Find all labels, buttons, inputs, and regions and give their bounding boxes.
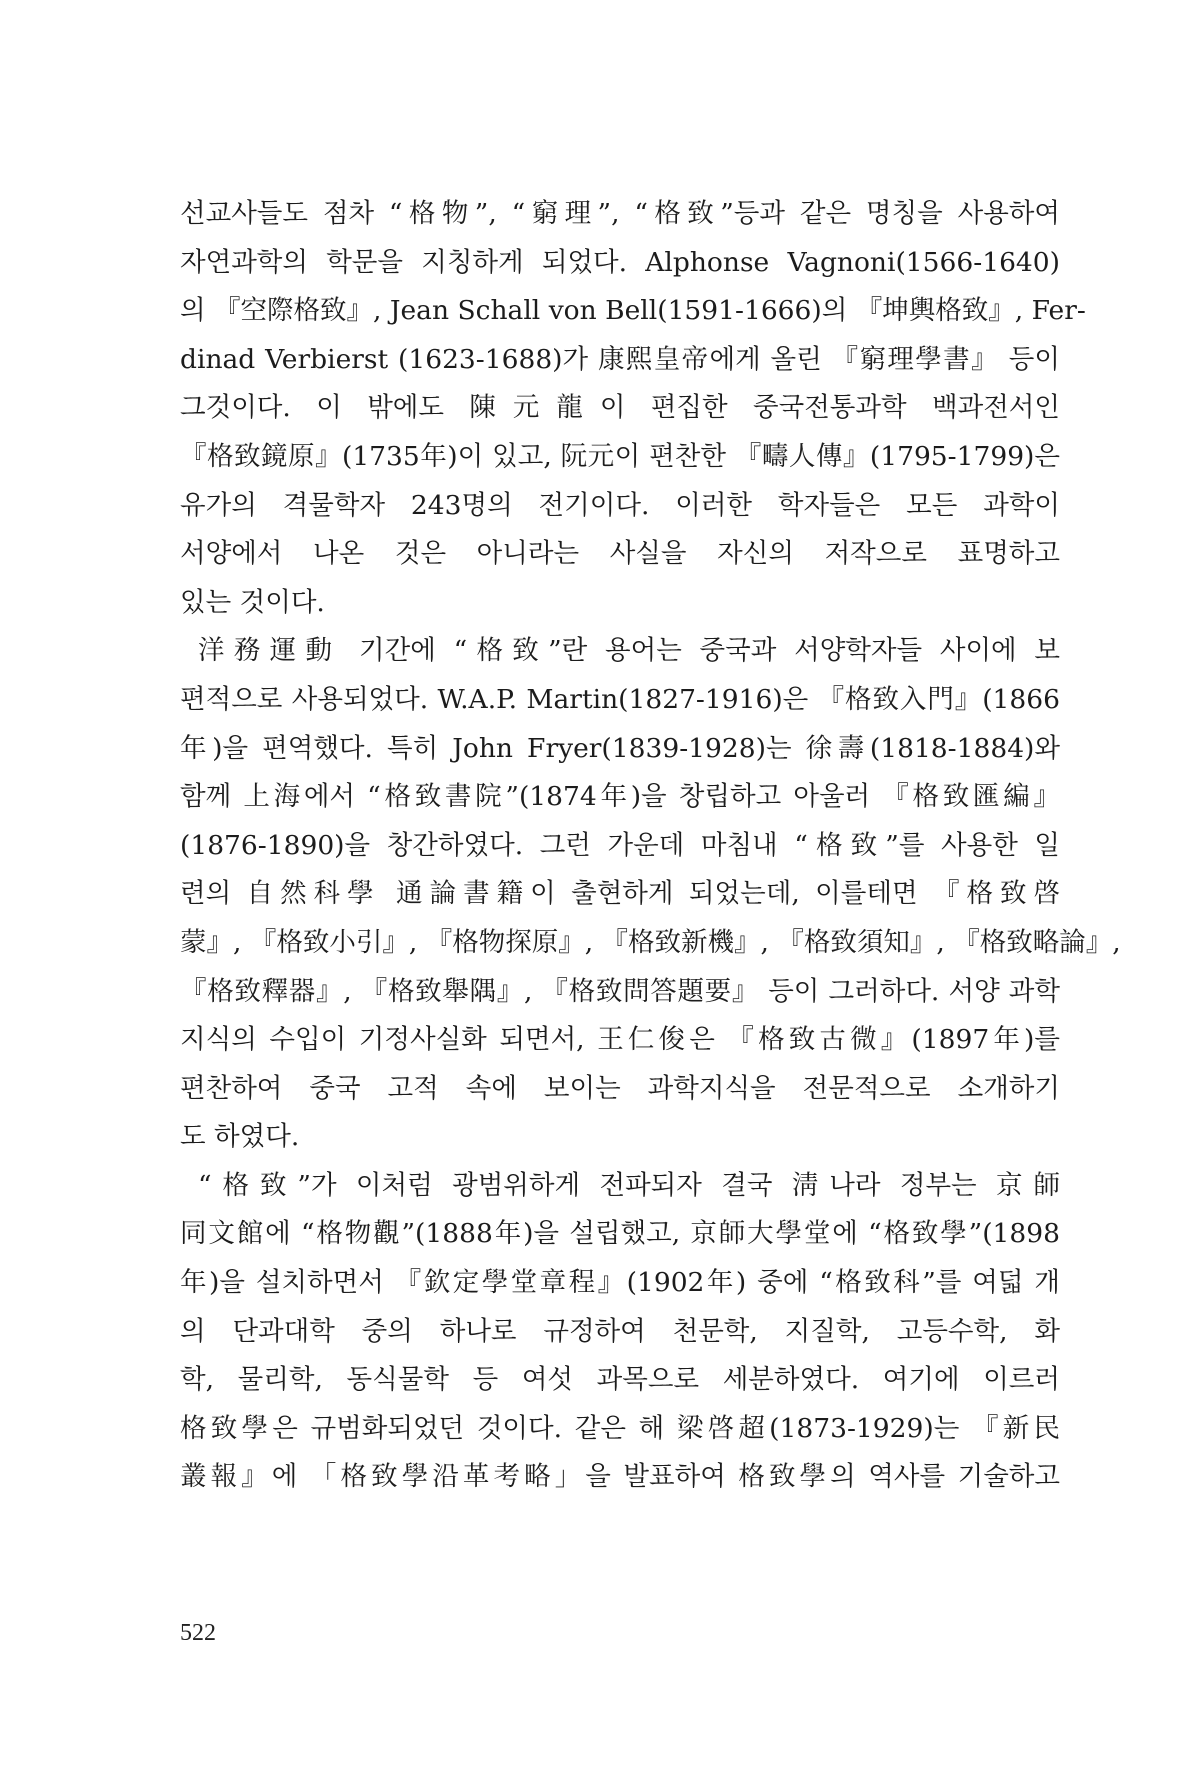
text-line: 의 『空際格致』, Jean Schall von Bell(1591-1666)의 『坤輿格致』, Fer- (180, 295, 1086, 327)
text-line: 학, 물리학, 동식물학 등 여섯 과목으로 세분하였다. 여기에 이르러 (180, 1364, 1060, 1396)
text-line: 그것이다. 이 밖에도 陳元龍이 편집한 중국전통과학 백과전서인 (180, 392, 1060, 424)
text-line: 의 단과대학 중의 하나로 규정하여 천문학, 지질학, 고등수학, 화 (180, 1315, 1060, 1347)
text-line: dinad Verbierst (1623-1688)가 康熙皇帝에게 올린 『窮理學書』 등이 (180, 343, 1060, 375)
text-line: “格致”가 이처럼 광범위하게 전파되자 결국 淸나라 정부는 京師 (198, 1169, 1060, 1201)
text-line: 선교사들도 점차 “格物”, “窮理”, “格致”등과 같은 명칭을 사용하여 (180, 198, 1060, 229)
text-line: 年)을 편역했다. 특히 John Fryer(1839-1928)는 徐壽(1818-1884)와 (180, 732, 1060, 764)
text-line: 年)을 설치하면서 『欽定學堂章程』(1902年) 중에 “格致科”를 여덟 개 (180, 1267, 1060, 1299)
text-line: 련의 自然科學 通論書籍이 출현하게 되었는데, 이를테면 『格致啓 (180, 878, 1060, 910)
text-line: 洋務運動 기간에 “格致”란 용어는 중국과 서양학자들 사이에 보 (198, 635, 1060, 667)
text-line: 『格致鏡原』(1735年)이 있고, 阮元이 편찬한 『疇人傳』(1795-1799)은 (180, 440, 1060, 472)
text-line: 格致學은 규범화되었던 것이다. 같은 해 梁啓超(1873-1929)는 『新民 (180, 1412, 1060, 1444)
text-line: 함께 上海에서 “格致書院”(1874年)을 창립하고 아울러 『格致匯編』 (180, 781, 1060, 813)
text-line: 도 하였다. (180, 1121, 300, 1153)
text-line: 유가의 격물학자 243명의 전기이다. 이러한 학자들은 모든 과학이 (180, 489, 1060, 521)
text-line: (1876-1890)을 창간하였다. 그런 가운데 마침내 “格致”를 사용한 일 (180, 829, 1060, 861)
text-line: 『格致釋器』, 『格致舉隅』, 『格致問答題要』 등이 그러하다. 서양 과학 (180, 975, 1060, 1007)
text-line: 편적으로 사용되었다. W.A.P. Martin(1827-1916)은 『格致入門』(1866 (180, 683, 1060, 715)
text-line: 자연과학의 학문을 지칭하게 되었다. Alphonse Vagnoni(1566-1640) (180, 246, 1060, 278)
text-line: 편찬하여 중국 고적 속에 보이는 과학지식을 전문적으로 소개하기 (180, 1072, 1060, 1104)
page-number: 522 (180, 1620, 216, 1646)
text-line: 있는 것이다. (180, 586, 325, 618)
text-line: 서양에서 나온 것은 아니라는 사실을 자신의 저작으로 표명하고 (180, 538, 1060, 570)
text-line: 叢報』에 「格致學沿革考略」을 발표하여 格致學의 역사를 기술하고 (180, 1461, 1060, 1493)
text-line: 同文館에 “格物觀”(1888年)을 설립했고, 京師大學堂에 “格致學”(1898 (180, 1218, 1060, 1250)
body-text (180, 190, 1121, 1502)
text-line: 蒙』, 『格致小引』, 『格物探原』, 『格致新機』, 『格致須知』, 『格致略論』, (180, 926, 1121, 958)
text-line: 지식의 수입이 기정사실화 되면서, 王仁俊은 『格致古微』(1897年)를 (180, 1024, 1060, 1056)
